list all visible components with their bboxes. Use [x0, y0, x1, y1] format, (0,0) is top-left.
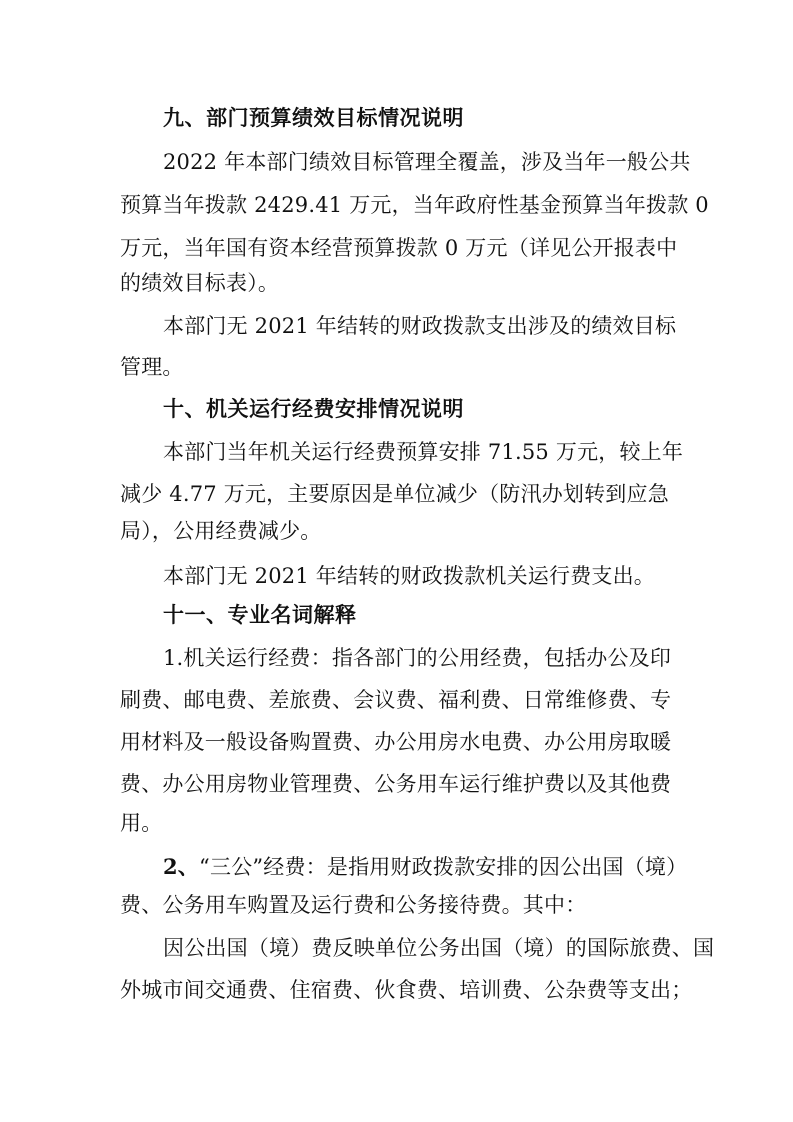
section-heading-9: 九、部门预算绩效目标情况说明 [163, 106, 464, 130]
paragraph-line: 本部门当年机关运行经费预算安排 71.55 万元，较上年 [163, 440, 684, 464]
paragraph-line: 费、办公用房物业管理费、公务用车运行维护费以及其他费 [120, 772, 672, 796]
paragraph-line: 万元，当年国有资本经营预算拨款 0 万元（详见公开报表中 [120, 236, 678, 260]
paragraph-line: 用材料及一般设备购置费、办公用房水电费、办公用房取暖 [120, 730, 672, 754]
paragraph-line: 局），公用经费减少。 [120, 519, 322, 543]
paragraph-line: 2022 年本部门绩效目标管理全覆盖，涉及当年一般公共 [163, 150, 691, 174]
paragraph-line: 管理。 [120, 355, 184, 379]
paragraph-line: 用。 [120, 811, 163, 835]
paragraph-line: 费、公务用车购置及运行费和公务接待费。其中： [120, 893, 587, 917]
paragraph-line: 因公出国（境）费反映单位公务出国（境）的国际旅费、国 [163, 936, 715, 960]
paragraph-line: 的绩效目标表）。 [120, 271, 280, 295]
paragraph-line: 本部门无 2021 年结转的财政拨款机关运行费支出。 [163, 564, 655, 588]
paragraph-line: 外城市间交通费、住宿费、伙食费、培训费、公杂费等支出； [120, 978, 693, 1002]
item-number: 2、 [163, 854, 200, 879]
paragraph-line: 预算当年拨款 2429.41 万元，当年政府性基金预算当年拨款 0 [120, 193, 709, 217]
paragraph-line: 本部门无 2021 年结转的财政拨款支出涉及的绩效目标 [163, 314, 677, 338]
paragraph-line: 减少 4.77 万元，主要原因是单位减少（防汛办划转到应急 [120, 482, 669, 506]
item-text: “三公”经费：是指用财政拨款安排的因公出国（境） [199, 855, 688, 879]
paragraph-line: 刷费、邮电费、差旅费、会议费、福利费、日常维修费、专 [120, 688, 672, 712]
section-heading-11: 十一、专业名词解释 [163, 603, 357, 627]
section-heading-10: 十、机关运行经费安排情况说明 [163, 397, 464, 421]
paragraph-line: 1.机关运行经费：指各部门的公用经费，包括办公及印 [163, 646, 672, 670]
paragraph-line-item-2 [0, 852, 793, 882]
